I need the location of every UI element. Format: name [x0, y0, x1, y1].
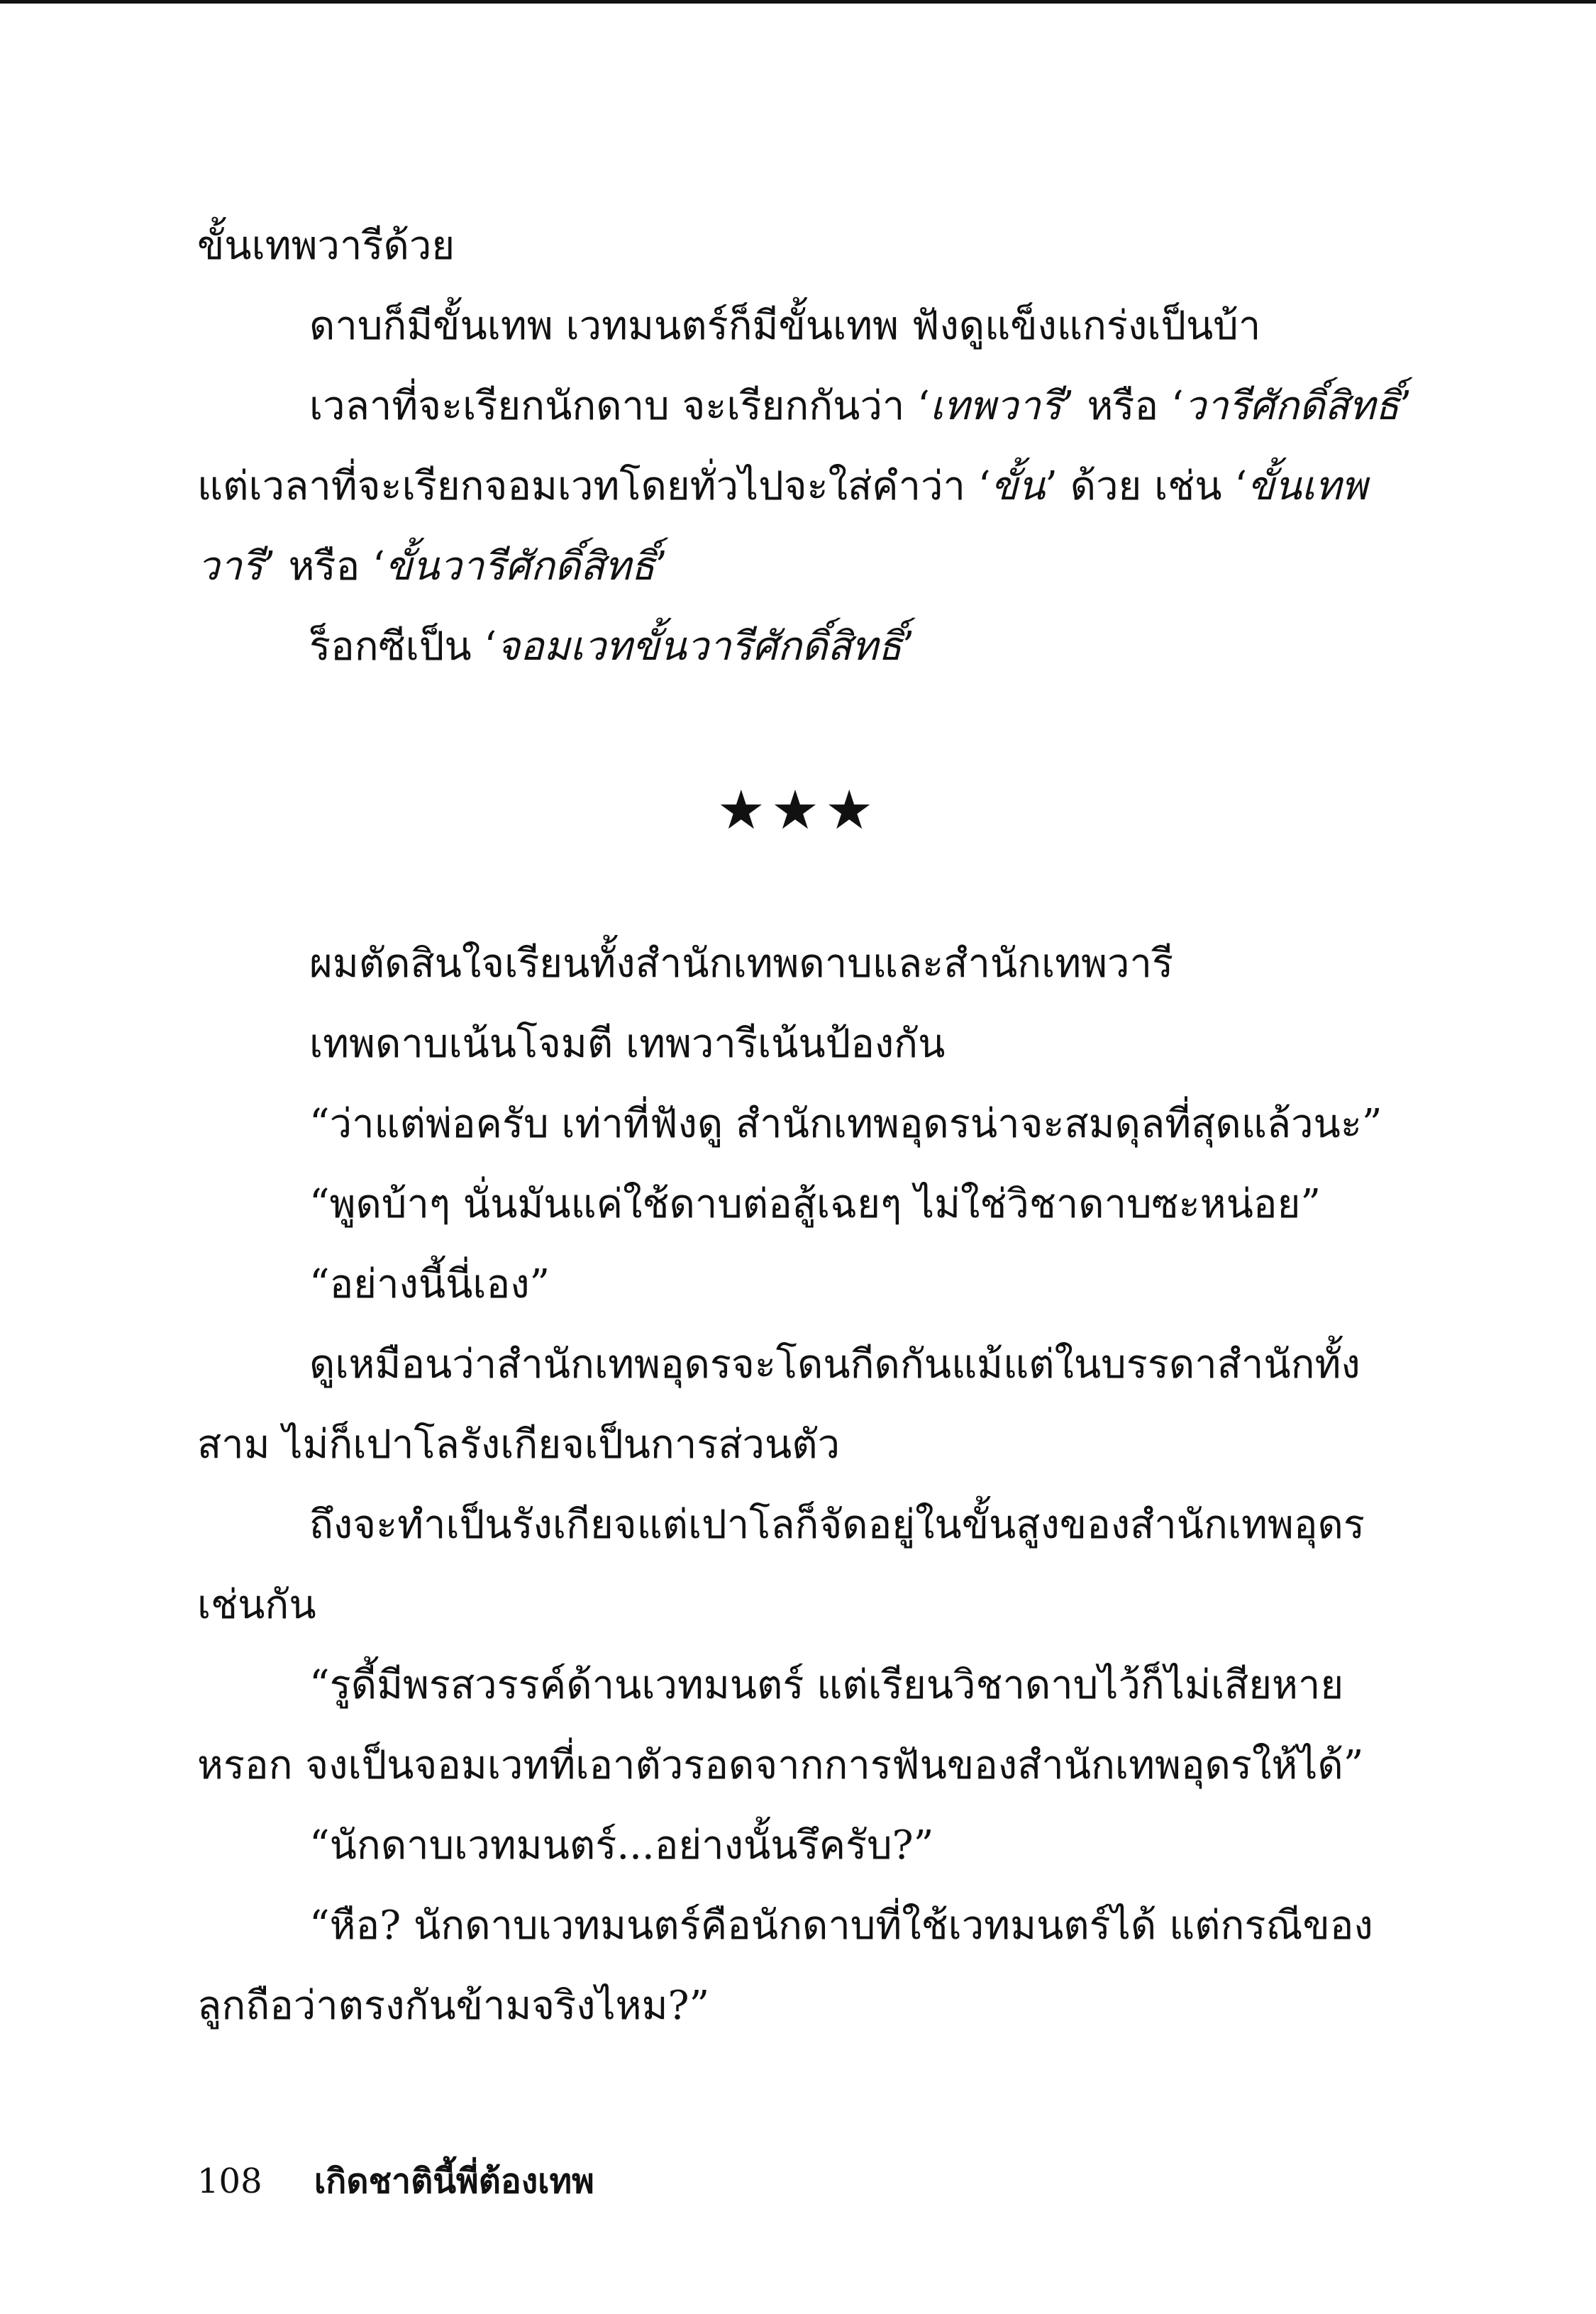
- text-line: ถึงจะทำเป็นรังเกียจแต่เปาโลก็จัดอยู่ในขั้นสูงของสำนักเทพอุดร: [309, 1502, 1365, 1548]
- text-line: ผมตัดสินใจเรียนทั้งสำนักเทพดาบและสำนักเทพวารี: [309, 941, 1174, 987]
- text-run: ร็อกซีเป็น ‘: [309, 624, 497, 670]
- text-line: เทพดาบเน้นโจมตี เทพวารีเน้นป้องกัน: [309, 1021, 946, 1067]
- text-line: ขั้นเทพวารีด้วย: [197, 223, 455, 269]
- top-rule: [0, 0, 1596, 4]
- italic-term: ขั้น: [990, 463, 1046, 509]
- text-line: สาม ไม่ก็เปาโลรังเกียจเป็นการส่วนตัว: [197, 1422, 841, 1468]
- text-run: ’ หรือ ‘: [1061, 383, 1184, 429]
- text-line: [197, 526, 1304, 607]
- page-number: 108: [197, 2161, 262, 2201]
- text-run: ’ ด้วย เช่น ‘: [1045, 463, 1248, 509]
- dialogue-line: “พูดบ้าๆ นั่นมันแค่ใช้ดาบต่อสู้เฉยๆ ไม่ใช่วิชาดาบซะหน่อย”: [309, 1181, 1321, 1227]
- dialogue-line: “รูดี้มีพรสวรรค์ด้านเวทมนตร์ แต่เรียนวิชาดาบไว้ก็ไม่เสียหาย: [309, 1662, 1344, 1708]
- text-run: ’: [1399, 383, 1412, 429]
- dialogue-line: หรอก จงเป็นจอมเวทที่เอาตัวรอดจากการฟันของสำนักเทพอุดรให้ได้”: [197, 1742, 1364, 1788]
- text-run: ’ หรือ ‘: [262, 543, 385, 589]
- text-block-main: [197, 924, 1382, 2046]
- text-run: เวลาที่จะเรียกนักดาบ จะเรียกกันว่า ‘: [309, 383, 930, 429]
- text-run: ’: [655, 543, 668, 589]
- text-run: ’: [902, 624, 915, 670]
- italic-term: ขั้นเทพ: [1247, 463, 1368, 509]
- text-line: [197, 366, 1412, 446]
- book-title: เกิดชาตินี้พี่ต้องเทพ: [314, 2161, 594, 2201]
- text-block-top: [197, 206, 1412, 687]
- text-line: [197, 446, 1368, 526]
- text-line: ดาบก็มีขั้นเทพ เวทมนตร์ก็มีขั้นเทพ ฟังดูแข็งแกร่งเป็นบ้า: [309, 303, 1261, 349]
- italic-term: เทพวารี: [929, 383, 1062, 429]
- text-line: เช่นกัน: [197, 1582, 316, 1628]
- section-divider-stars: ★★★: [716, 778, 880, 841]
- italic-term: จอมเวทขั้นวารีศักดิ์สิทธิ์: [497, 624, 902, 670]
- italic-term: วารี: [197, 543, 263, 589]
- text-line: ดูเหมือนว่าสำนักเทพอุดรจะโดนกีดกันแม้แต่ในบรรดาสำนักทั้ง: [309, 1341, 1361, 1388]
- dialogue-line: ลูกถือว่าตรงกันข้ามจริงไหม?”: [197, 1983, 710, 2029]
- italic-term: ขั้นวารีศักดิ์สิทธิ์: [384, 543, 655, 589]
- dialogue-line: “ว่าแต่พ่อครับ เท่าที่ฟังดู สำนักเทพอุดรน่าจะสมดุลที่สุดแล้วนะ”: [309, 1101, 1382, 1147]
- text-line: [197, 607, 1304, 687]
- italic-term: วารีศักดิ์สิทธิ์: [1183, 383, 1400, 429]
- dialogue-line: “หือ? นักดาบเวทมนตร์คือนักดาบที่ใช้เวทมนตร์ได้ แต่กรณีของ: [309, 1903, 1373, 1949]
- page-footer: [197, 2157, 594, 2206]
- text-run: แต่เวลาที่จะเรียกจอมเวทโดยทั่วไปจะใส่คำว่า ‘: [197, 463, 991, 509]
- dialogue-line: “อย่างนี้นี่เอง”: [309, 1261, 550, 1307]
- dialogue-line: “นักดาบเวทมนตร์...อย่างนั้นรึครับ?”: [309, 1822, 934, 1869]
